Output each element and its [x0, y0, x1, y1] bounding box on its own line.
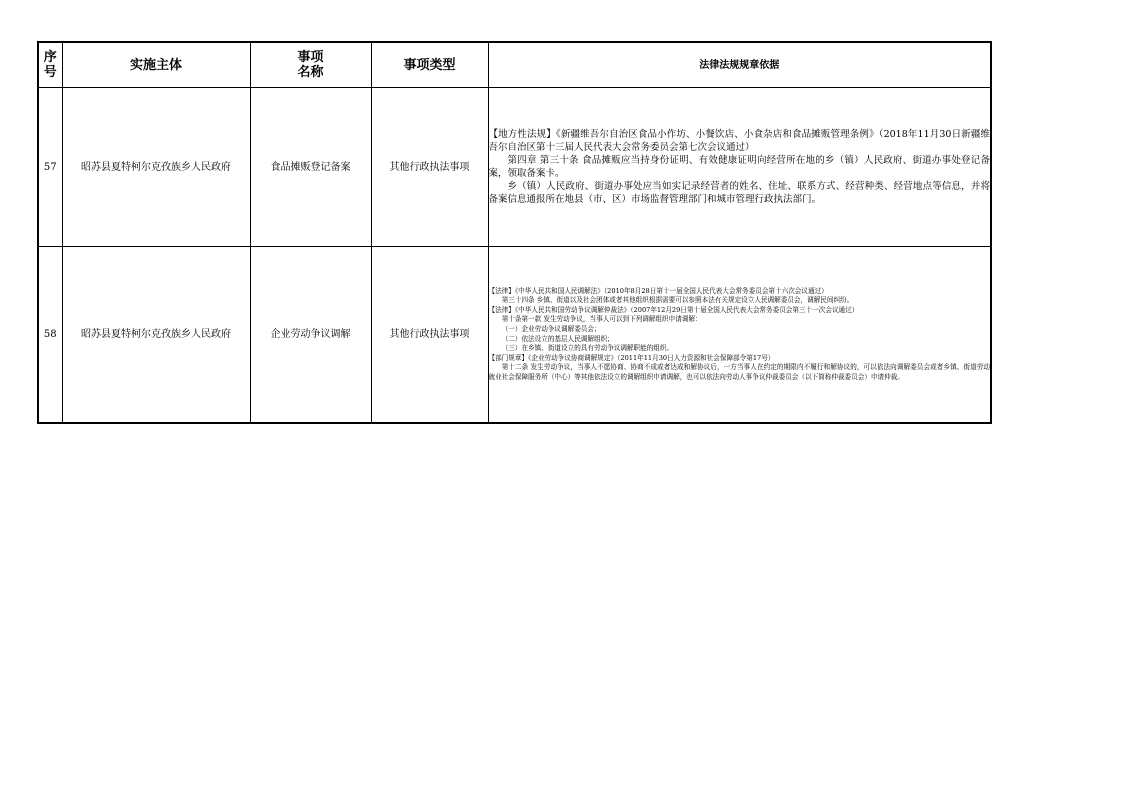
row-seq: 57: [38, 88, 62, 247]
basis-paragraph: 第四章 第三十条 食品摊贩应当持身份证明、有效健康证明向经营所在地的乡（镇）人民政府、街道办事处登记备案，领取备案卡。: [488, 155, 990, 179]
row-item-name: 食品摊贩登记备案: [250, 88, 371, 247]
header-subject: 实施主体: [62, 42, 250, 88]
header-seq: 序 号: [38, 42, 62, 88]
header-basis: 法律法规规章依据: [488, 42, 991, 88]
basis-paragraph: 【法律】《中华人民共和国人民调解法》（2010年8月28日第十一届全国人民代表大会常务委员会第十六次会议通过）: [488, 286, 828, 295]
header-item-type: 事项类型: [371, 42, 488, 88]
row-subject: 昭苏县夏特柯尔克孜族乡人民政府: [62, 247, 250, 424]
table-header: [38, 42, 991, 88]
basis-paragraph: 第三十四条 乡镇、街道以及社会团体或者其他组织根据需要可以参照本法有关规定设立人民调解委员会，调解民间纠纷。: [501, 296, 854, 305]
basis-paragraph: 第十二条 发生劳动争议，当事人不愿协商、协商不成或者达成和解协议后，一方当事人在约定的期限内不履行和解协议的，可以依法向调解委员会或者乡镇、街道劳动就业社会保障服务所（中心）等其他依法设立的调解组织申请调解，也可以依法向劳动人事争议仲裁委员会（以下简称仲裁委员会）申请仲裁。: [488, 363, 990, 381]
basis-paragraph: 【部门规章】《企业劳动争议协商调解规定》（2011年11月30日人力资源和社会保障部令第17号）: [488, 353, 775, 362]
table-row: [38, 247, 991, 424]
basis-paragraph: 【法律】《中华人民共和国劳动争议调解仲裁法》（2007年12月29日第十届全国人民代表大会常务委员会第三十一次会议通过）: [488, 305, 859, 314]
basis-paragraph: 乡（镇）人民政府、街道办事处应当如实记录经营者的姓名、住址、联系方式、经营种类、经营地点等信息，并将备案信息通报所在地县（市、区）市场监督管理部门和城市管理行政执法部门。: [488, 181, 990, 205]
row-basis: [488, 88, 991, 247]
matters-table: [37, 41, 992, 424]
basis-paragraph: （二）依法设立的基层人民调解组织；: [501, 334, 614, 343]
basis-paragraph: （一）企业劳动争议调解委员会；: [501, 324, 601, 333]
table-row: [38, 88, 991, 247]
basis-paragraph: 【地方性法规】《新疆维吾尔自治区食品小作坊、小餐饮店、小食杂店和食品摊贩管理条例》（2018年11月30日新疆维吾尔自治区第十三届人民代表大会常务委员会第七次会议通过）: [488, 129, 990, 153]
row-subject: 昭苏县夏特柯尔克孜族乡人民政府: [62, 88, 250, 247]
row-item-type: 其他行政执法事项: [371, 88, 488, 247]
row-item-name: 企业劳动争议调解: [250, 247, 371, 424]
basis-paragraph: （三）在乡镇、街道设立的具有劳动争议调解职能的组织。: [501, 344, 674, 353]
row-item-type: 其他行政执法事项: [371, 247, 488, 424]
row-basis: [488, 247, 991, 424]
header-item-name: 事项 名称: [250, 42, 371, 88]
basis-paragraph: 第十条第一款 发生劳动争议，当事人可以到下列调解组织申请调解：: [501, 315, 702, 324]
row-seq: 58: [38, 247, 62, 424]
